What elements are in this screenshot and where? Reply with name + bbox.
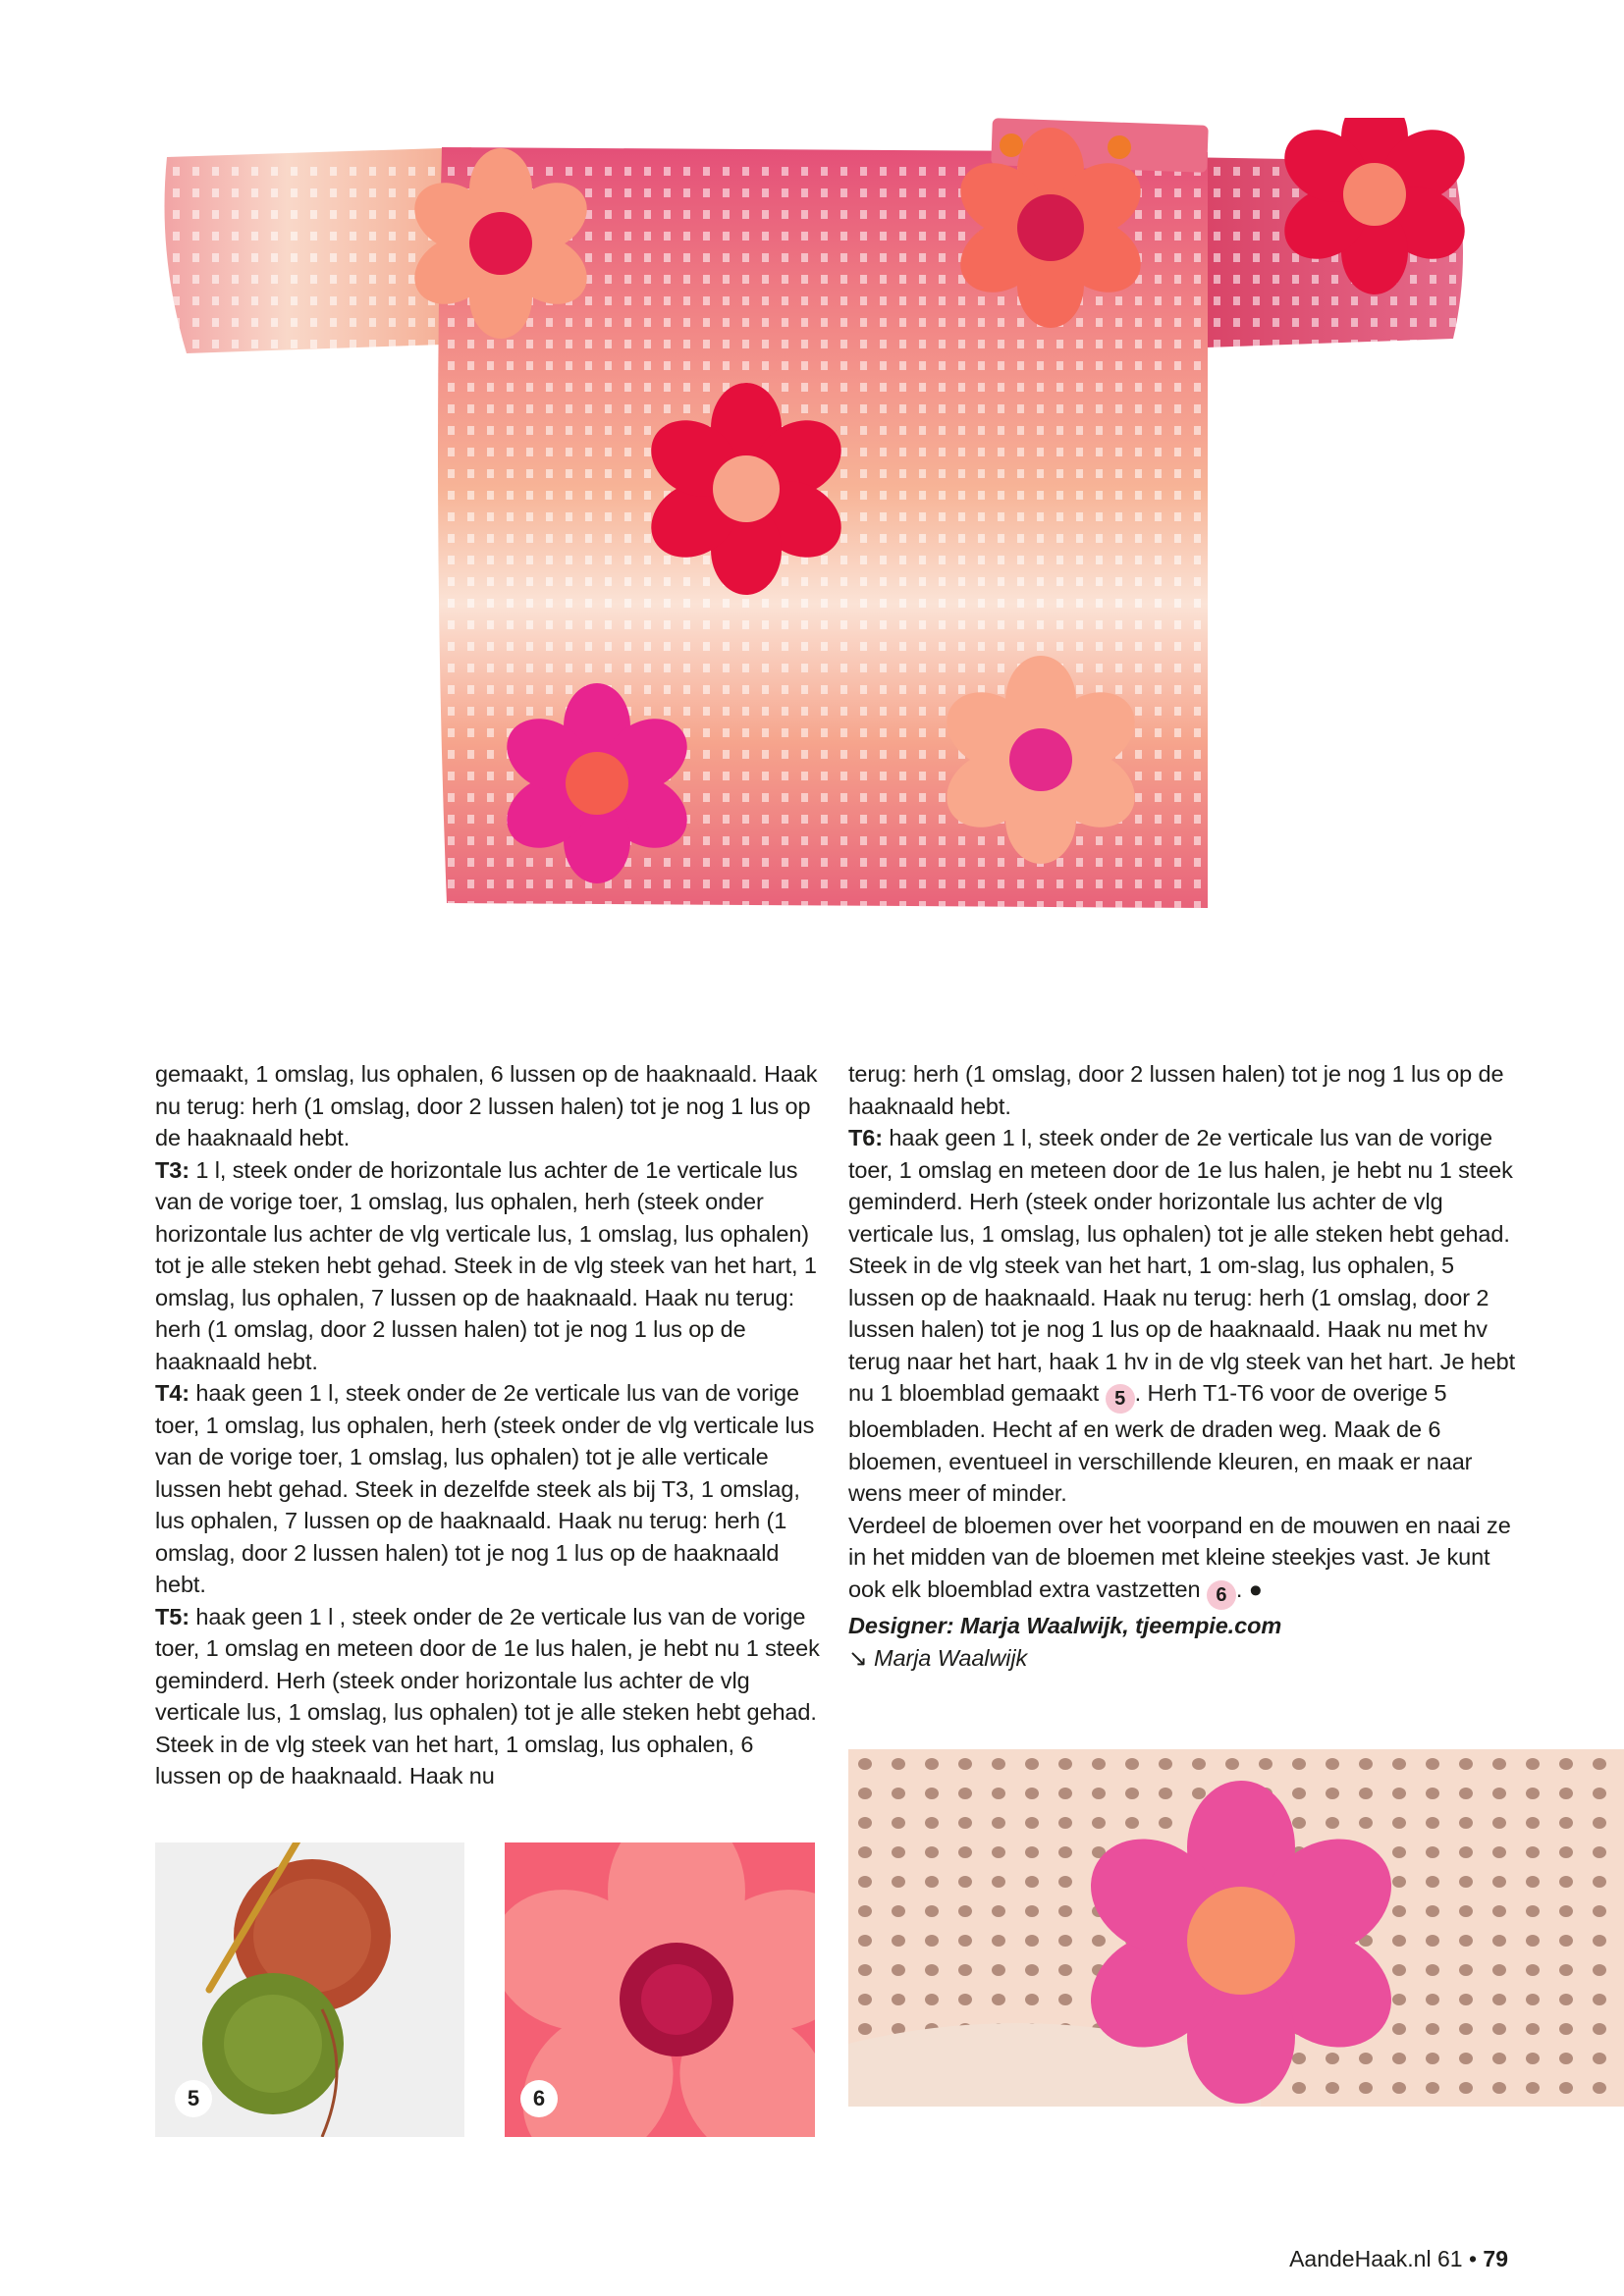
sweater-illustration: [147, 118, 1502, 991]
step-label-6: 6: [520, 2080, 558, 2117]
paragraph-t6: T6: haak geen 1 l, steek onder de 2e verticale lus van de vorige toer, 1 omslag en meteen door de 1e lus halen, je hebt nu 1 steek geminderd. Herh (steek onder horizontale lus achter de vlg verticale lus, 1 omslag, lus ophalen) tot je alle steken hebt gehad. Steek in de vlg steek van het hart, 1 om-slag, lus ophalen, 5 lussen op de haaknaald. Haak nu terug: herh (1 omslag, door 2 lussen halen) tot je nog 1 lus op de haaknaald. Haak nu met hv terug naar het hart, haak 1 hv in de vlg steek van het hart. Je hebt nu 1 bloemblad gemaakt 5 . Herh T1-T6 voor de overige 5 bloembladen. Hecht af en werk de draden weg. Maak de 6 bloemen, eventueel in verschillende kleuren, en maak er naar wens meer of minder.: [848, 1125, 1516, 1507]
sweater-photo: [147, 118, 1502, 991]
paragraph-assembly: Verdeel de bloemen over het voorpand en de mouwen en naai ze in het midden van de bloemen met kleine steekjes vast. Je kunt ook elk bloemblad extra vastzetten 6 . ●: [848, 1510, 1516, 1610]
step-photo-5: [155, 1842, 464, 2137]
step-reference-badge-5: 5: [1106, 1384, 1135, 1414]
magazine-name: AandeHaak.nl 61: [1289, 2246, 1463, 2271]
paragraph-t5: T5: haak geen 1 l , steek onder de 2e verticale lus van de vorige toer, 1 omslag en meteen door de 1e lus halen, je hebt nu 1 steek geminderd. Herh (steek onder horizontale lus achter de vlg verticale lus, 1 omslag, lus ophalen) tot je alle steken hebt gehad. Steek in de vlg steek van het hart, 1 omslag, lus ophalen, 6 lussen op de haaknaald. Haak nu: [155, 1603, 820, 1789]
paragraph-t4: T4: haak geen 1 l, steek onder de 2e verticale lus van de vorige toer, 1 omslag, lus ophalen, herh (steek onder de vlg verticale lus van de vorige toer, 1 omslag, lus ophalen) tot je alle verticale lussen hebt gehad. Steek in dezelfde steek als bij T3, 1 omslag, lus ophalen, 7 lussen op de haaknaald. Haak nu terug: herh (1 omslag, door 2 lussen halen) tot je nog 1 lus op de haaknaald hebt.: [155, 1380, 815, 1597]
detail-illustration: [848, 1749, 1624, 2107]
page-footer: [1289, 2246, 1508, 2272]
paragraph-continuation: gemaakt, 1 omslag, lus ophalen, 6 lussen op de haaknaald. Haak nu terug: herh (1 omslag, door 2 lussen halen) tot je nog 1 lus op de haaknaald hebt.: [155, 1061, 818, 1150]
step-label-5: 5: [175, 2080, 212, 2117]
flower-detail-photo: [848, 1749, 1624, 2107]
designer-credit: Designer: Marja Waalwijk, tjeempie.com: [848, 1613, 1282, 1638]
step-photo-6: [505, 1842, 815, 2137]
footer-bullet: •: [1468, 2246, 1478, 2271]
photo-credit: ↘ Marja Waalwijk: [848, 1644, 1028, 1671]
step-reference-badge-6: 6: [1207, 1580, 1236, 1610]
page-number: 79: [1483, 2246, 1508, 2271]
paragraph-t3: T3: 1 l, steek onder de horizontale lus achter de 1e verticale lus van de vorige toer, 1 omslag, lus ophalen, herh (steek onder horizontale lus achter de vlg verticale lus, 1 omslag, lus ophalen) tot je alle steken hebt gehad. Steek in de vlg steek van het hart, 1 omslag, lus ophalen, 7 lussen op de haaknaald. Haak nu terug: herh (1 omslag, door 2 lussen halen) tot je nog 1 lus op de haaknaald hebt.: [155, 1156, 817, 1374]
instructions-right-column: [848, 1058, 1516, 1674]
instructions-left-column: [155, 1058, 823, 1792]
paragraph-t5-continuation: terug: herh (1 omslag, door 2 lussen halen) tot je nog 1 lus op de haaknaald hebt.: [848, 1061, 1504, 1119]
